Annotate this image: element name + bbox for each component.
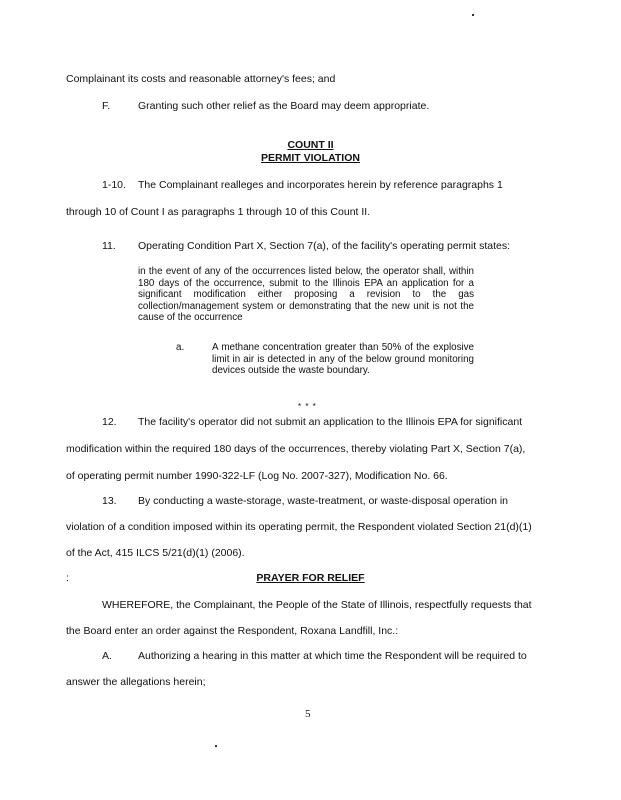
para-12-text: The facility's operator did not submit an application to the Illinois EPA for significant <box>138 416 523 428</box>
prayer-for-relief-title: PRAYER FOR RELIEF <box>256 572 365 584</box>
para-13-line-3: of the Act, 415 ILCS 5/21(d)(1) (2006). <box>66 547 245 559</box>
para-13-line-2: violation of a condition imposed within its operating permit, the Respondent violated Section 21(d)(1) <box>66 521 532 533</box>
para-13-text: By conducting a waste-storage, waste-treatment, or waste-disposal operation in <box>138 495 509 507</box>
item-a-label: A. <box>102 650 112 662</box>
item-a-text: Authorizing a hearing in this matter at which time the Respondent will be required to <box>138 650 527 662</box>
stray-colon-mark: : <box>66 572 69 584</box>
ellipsis: * * * <box>298 402 317 411</box>
item-f-label: F. <box>102 100 111 112</box>
para-1-10-text: The Complainant realleges and incorporates herein by reference paragraphs 1 <box>138 179 503 191</box>
quote-item-a-label: a. <box>176 342 185 353</box>
para-13-number: 13. <box>102 495 117 507</box>
count-title: COUNT II <box>287 139 334 151</box>
item-a-continuation: answer the allegations herein; <box>66 676 206 688</box>
para-12-line-3: of operating permit number 1990-322-LF (Log No. 2007-327), Modification No. 66. <box>66 470 448 482</box>
page-number: 5 <box>305 708 311 720</box>
para-1-10-number: 1-10. <box>102 179 126 191</box>
permit-quote-block <box>138 266 474 324</box>
para-12-line-2: modification within the required 180 days of the occurrences, thereby violating Part X, Section 7(a), <box>66 443 526 455</box>
quote-item-a-text: A methane concentration greater than 50% of the explosive limit in air is detected in any of the below ground monitoring devices outside the waste boundary. <box>212 342 474 377</box>
para-12-number: 12. <box>102 416 117 428</box>
wherefore-line-1: WHEREFORE, the Complainant, the People of the State of Illinois, respectfully requests that <box>102 599 532 611</box>
wherefore-line-2: the Board enter an order against the Respondent, Roxana Landfill, Inc.: <box>66 625 399 637</box>
para-11-number: 11. <box>102 240 116 252</box>
para-1-10-continuation: through 10 of Count I as paragraphs 1 through 10 of this Count II. <box>66 206 371 218</box>
scan-speck-top <box>472 14 474 16</box>
scan-speck-bottom <box>215 745 217 747</box>
text-line-costs: Complainant its costs and reasonable attorney's fees; and <box>66 73 336 85</box>
permit-quote-text: in the event of any of the occurrences listed below, the operator shall, within 180 days of the occurrence, submit to the Illinois EPA an application for a significant modification either proposing a revision to the gas collection/management system or demonstrating that the new unit is not the cause of the occurrence <box>138 266 474 324</box>
count-subtitle: PERMIT VIOLATION <box>261 152 360 164</box>
item-f-text: Granting such other relief as the Board may deem appropriate. <box>138 100 430 112</box>
para-11-text: Operating Condition Part X, Section 7(a), of the facility's operating permit states: <box>138 240 511 252</box>
